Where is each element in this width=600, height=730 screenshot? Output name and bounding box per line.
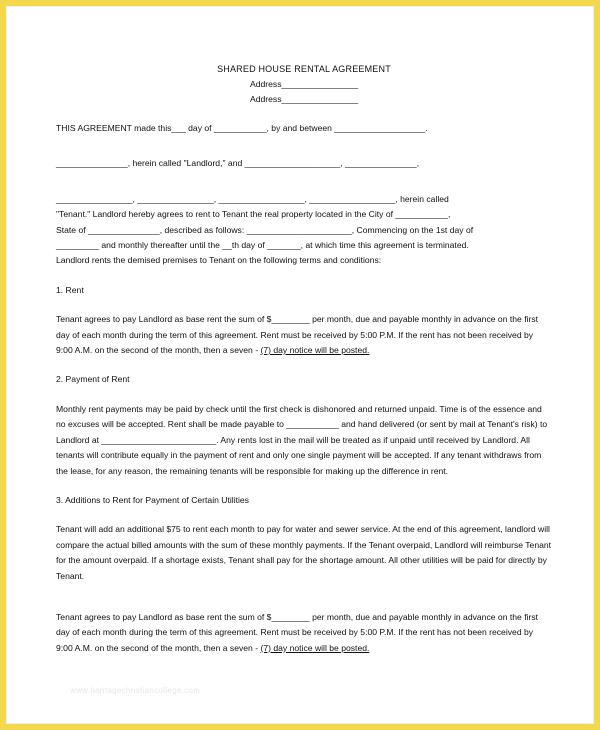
tenant-line-5: Landlord rents the demised premises to Tenant on the following terms and conditions: bbox=[56, 255, 382, 266]
document-title: SHARED HOUSE RENTAL AGREEMENT bbox=[217, 64, 391, 74]
tenant-line-3: State of _______________, described as follows: ______________________, Commencing on the 1st day of bbox=[56, 224, 474, 235]
section-1-heading: 1. Rent bbox=[56, 284, 84, 295]
document-page bbox=[6, 6, 594, 724]
section-1-text bbox=[56, 312, 552, 358]
address-line-1: Address________________ bbox=[250, 79, 358, 89]
intro-paragraph: THIS AGREEMENT made this___ day of ___________, by and between ___________________. bbox=[56, 123, 428, 133]
section-4-notice: (7) day notice will be posted. bbox=[260, 642, 370, 653]
section-2-text: Monthly rent payments may be paid by check until the first check is dishonored and returned unpaid. Time is of the essence and no excuses will be accepted. Rent shall be made payable to ___________ and hand delivered (or sent by mail at Tenant's risk) to Landlord at ________________________. Any rents lost in the mail will be treated as if unpaid until received by Landlord. All tenants will contribute equally in the payment of rent and only one single payment will be accepted. If any tenant withdraws from the lease, for any reason, the remaining tenants will be responsible for making up the difference in rent. bbox=[56, 403, 548, 476]
section-1-text-main: Tenant agrees to pay Landlord as base rent the sum of $________ per month, due and payable monthly in advance on the first day of each month during the term of this agreement. Rent must be received by 5:00 P.M. If the rent has not been received by 9:00 A.M. on the second of the month, then a seven - bbox=[56, 314, 539, 356]
section-3-heading: 3. Additions to Rent for Payment of Certain Utilities bbox=[56, 494, 249, 505]
section-2-heading: 2. Payment of Rent bbox=[56, 374, 130, 385]
parties-line: _______________, herein called "Landlord," and ____________________, _______________, bbox=[56, 158, 420, 169]
watermark-text: www.heritagechristiancollege.com bbox=[70, 686, 201, 695]
address-line-2: Address________________ bbox=[250, 94, 358, 104]
tenant-line-1: ________________, ________________, __________________, __________________, herein called bbox=[56, 193, 449, 204]
tenant-line-2: "Tenant." Landlord hereby agrees to rent to Tenant the real property located in the City of ___________, bbox=[56, 209, 451, 220]
section-1-notice: (7) day notice will be posted. bbox=[260, 345, 370, 356]
section-3-text: Tenant will add an additional $75 to rent each month to pay for water and sewer service. At the end of this agreement, landlord will compare the actual billed amounts with the sum of these monthly payments. If the Tenant overpaid, Landlord will reimburse Tenant for the amount overpaid. If a shortage exists, Tenant shall pay for the shortage amount. All other utilities will be paid for directly by Tenant. bbox=[56, 524, 552, 581]
tenant-line-4: _________ and monthly thereafter until the __th day of _______, at which time this agreement is terminated. bbox=[56, 240, 469, 251]
section-4-text bbox=[56, 610, 552, 656]
agreement-body bbox=[56, 62, 552, 656]
section-4-text-main: Tenant agrees to pay Landlord as base rent the sum of $________ per month, due and payable monthly in advance on the first day of each month during the term of this agreement. Rent must be received by 5:00 P.M. If the rent has not been received by 9:00 A.M. on the second of the month, then a seven - bbox=[56, 611, 539, 653]
